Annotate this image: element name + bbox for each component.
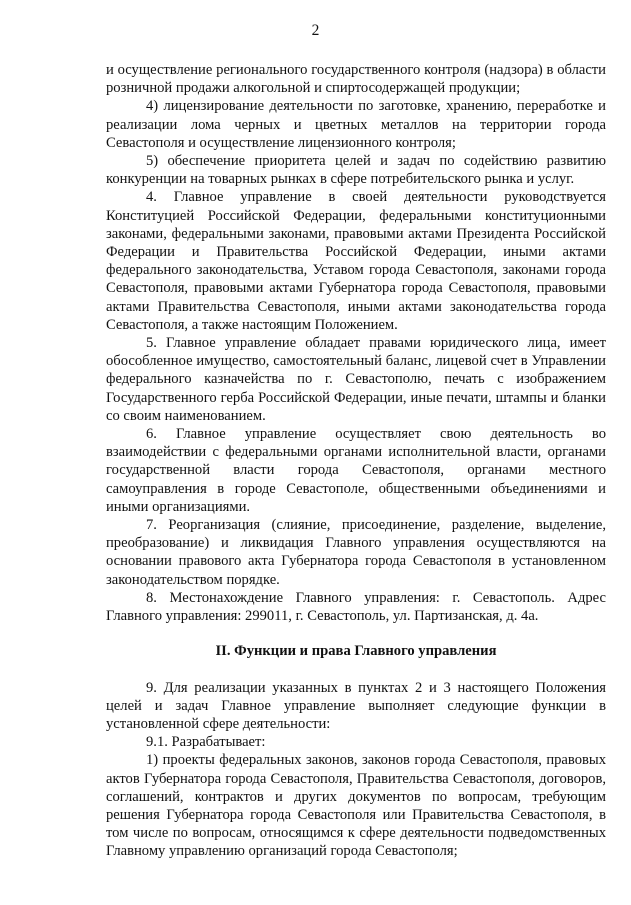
paragraph-clause-5: 5. Главное управление обладает правами юридического лица, имеет обособленное имущество, самостоятельный баланс, лицевой счет в Управлении федерального казначейства по г. Севастополю, печать с изображением Государственного герба Российской Федерации, иные печати, штампы и бланки со своим наименованием. bbox=[106, 335, 606, 424]
paragraph-clause-9-1: 9.1. Разрабатывает: bbox=[146, 734, 266, 751]
paragraph-clause-9-1-1: 1) проекты федеральных законов, законов города Севастополя, правовых актов Губернатора города Севастополя, Правительства Севастополя, договоров, соглашений, контрактов и других документов по вопросам, требующим решения Губернатора города Севастополя или Правительства Севастополя, в том числе по вопросам, относящимся к сфере деятельности подведомственных Главному управлению организаций города Севастополя; bbox=[106, 752, 606, 860]
document-body bbox=[106, 61, 606, 861]
paragraph-clause-4: 4. Главное управление в своей деятельности руководствуется Конституцией Российской Федерации, федеральными конституционными законами, федеральными законами, правовыми актами Президента Российской Федерации и Правительства Российской Федерации, иными актами федерального законодательства, Уставом города Севастополя, законами города Севастополя, правовыми актами Губернатора города Севастополя, правовыми актами Правительства Севастополя, иными актами законодательства города Севастополя, а также настоящим Положением. bbox=[106, 189, 606, 333]
page-number: 2 bbox=[311, 22, 320, 39]
paragraph-clause-7: 7. Реорганизация (слияние, присоединение, разделение, выделение, преобразование) и ликвидация Главного управления осуществляются на основании правового акта Губернатора города Севастополя в установленном законодательством порядке. bbox=[106, 517, 606, 588]
paragraph-continuation: и осуществление регионального государственного контроля (надзора) в области розничной продажи алкогольной и спиртосодержащей продукции; bbox=[106, 62, 606, 97]
paragraph-clause-6: 6. Главное управление осуществляет свою деятельность во взаимодействии с федеральными органами исполнительной власти, органами государственной власти города Севастополя, органами местного самоуправления в городе Севастополе, общественными объединениями и иными организациями. bbox=[106, 426, 606, 515]
paragraph-item-5: 5) обеспечение приоритета целей и задач по содействию развитию конкуренции на товарных рынках в сфере потребительского рынка и услуг. bbox=[106, 153, 606, 188]
paragraph-clause-9: 9. Для реализации указанных в пунктах 2 и 3 настоящего Положения целей и задач Главное управление выполняет следующие функции в установленной сфере деятельности: bbox=[106, 679, 606, 732]
section-heading: II. Функции и права Главного управления bbox=[215, 643, 497, 660]
paragraph-item-4: 4) лицензирование деятельности по заготовке, хранению, переработке и реализации лома черных и цветных металлов на территории города Севастополя и осуществление лицензионного контроля; bbox=[106, 98, 606, 151]
paragraph-clause-8: 8. Местонахождение Главного управления: г. Севастополь. Адрес Главного управления: 299011, г. Севастополь, ул. Партизанская, д. 4а. bbox=[106, 589, 606, 625]
